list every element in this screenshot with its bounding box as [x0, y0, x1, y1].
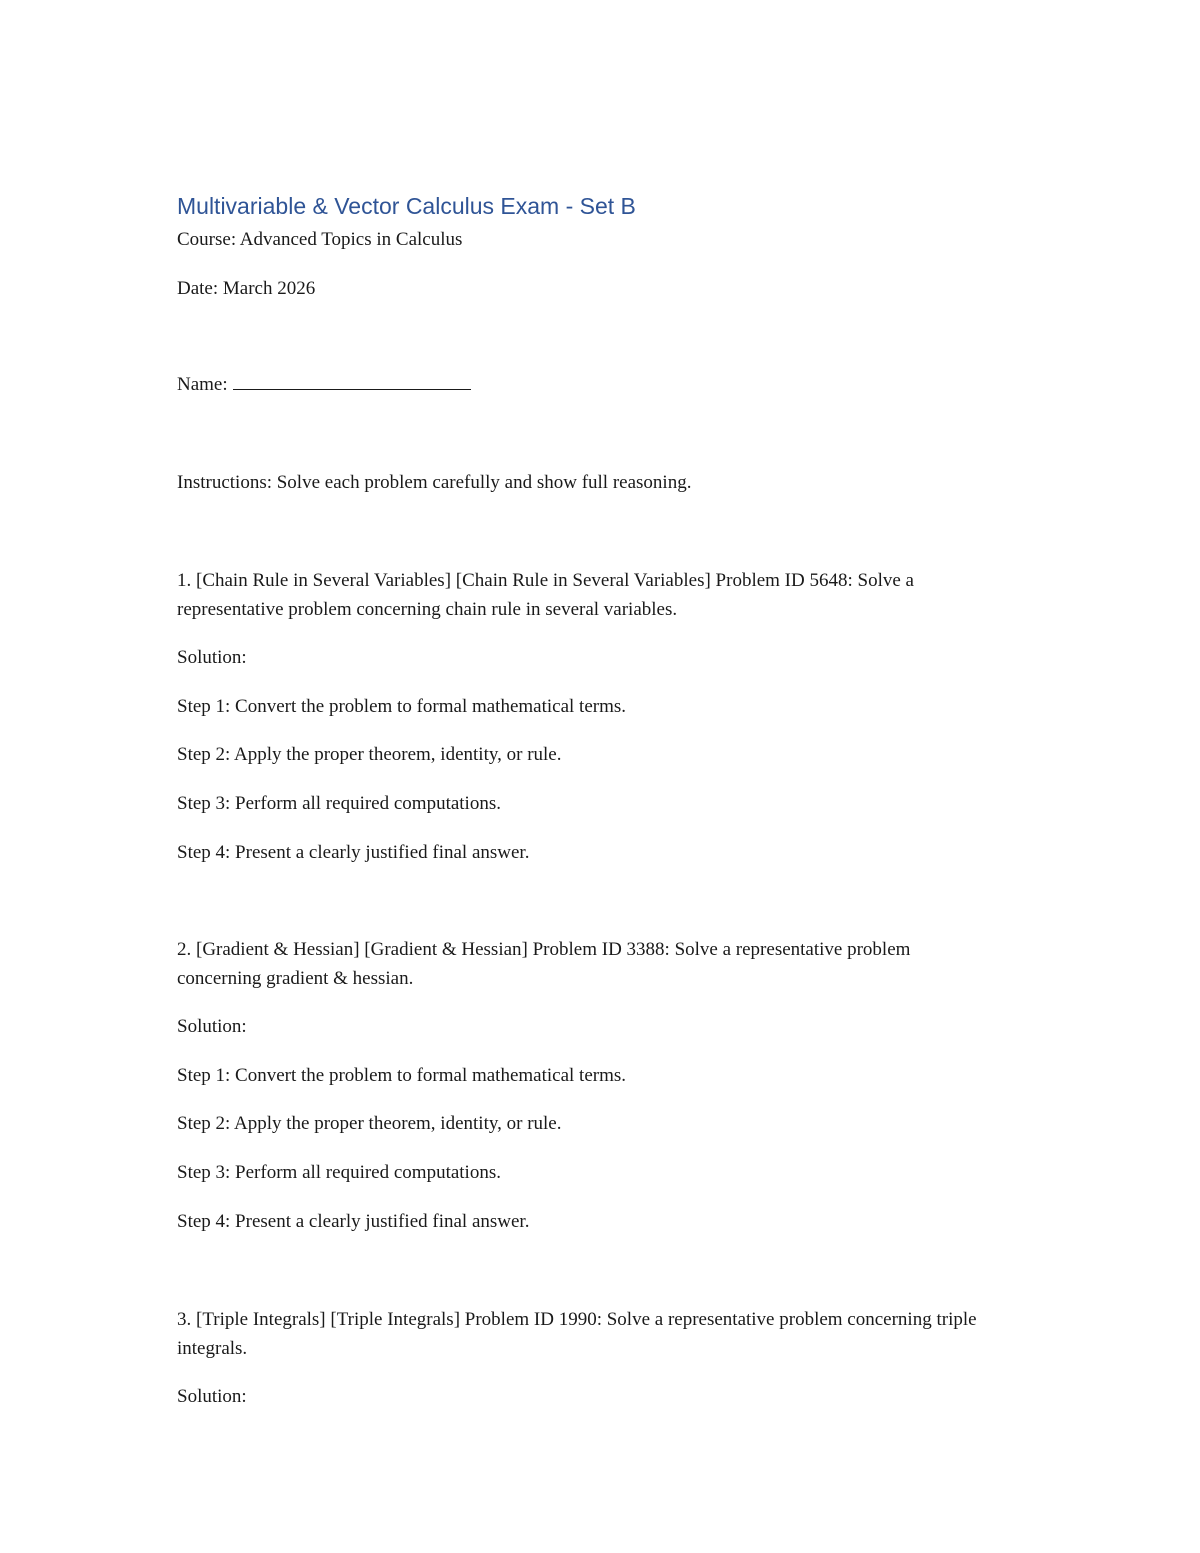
problem-1-step-3: Step 3: Perform all required computations. — [177, 793, 501, 814]
name-label: Name: — [177, 374, 228, 395]
problem-3-solution-label: Solution: — [177, 1386, 247, 1407]
problem-1-step-1: Step 1: Convert the problem to formal mathematical terms. — [177, 696, 627, 717]
problem-1-step-2: Step 2: Apply the proper theorem, identity, or rule. — [177, 744, 562, 765]
problem-2-step-1: Step 1: Convert the problem to formal mathematical terms. — [177, 1065, 627, 1086]
name-field — [177, 371, 471, 399]
problem-2-step-4: Step 4: Present a clearly justified final answer. — [177, 1211, 530, 1232]
problem-1-question: 1. [Chain Rule in Several Variables] [Chain Rule in Several Variables] Problem ID 5648: Solve a representative problem concerning chain rule in several variables. — [177, 570, 914, 620]
problem-3-question: 3. [Triple Integrals] [Triple Integrals] Problem ID 1990: Solve a representative problem concerning triple integrals. — [177, 1309, 977, 1359]
problem-2-step-3: Step 3: Perform all required computations. — [177, 1162, 501, 1183]
exam-title: Multivariable & Vector Calculus Exam - Set B — [177, 193, 636, 219]
problem-2-question: 2. [Gradient & Hessian] [Gradient & Hessian] Problem ID 3388: Solve a representative problem concerning gradient & hessian. — [177, 939, 911, 989]
date-line: Date: March 2026 — [177, 278, 316, 299]
problem-2-step-2: Step 2: Apply the proper theorem, identity, or rule. — [177, 1113, 562, 1134]
course-line: Course: Advanced Topics in Calculus — [177, 229, 463, 250]
name-blank-line — [233, 371, 471, 390]
instructions: Instructions: Solve each problem carefully and show full reasoning. — [177, 472, 692, 493]
problem-1-solution-label: Solution: — [177, 647, 247, 668]
problem-2-solution-label: Solution: — [177, 1016, 247, 1037]
problem-1-step-4: Step 4: Present a clearly justified final answer. — [177, 842, 530, 863]
